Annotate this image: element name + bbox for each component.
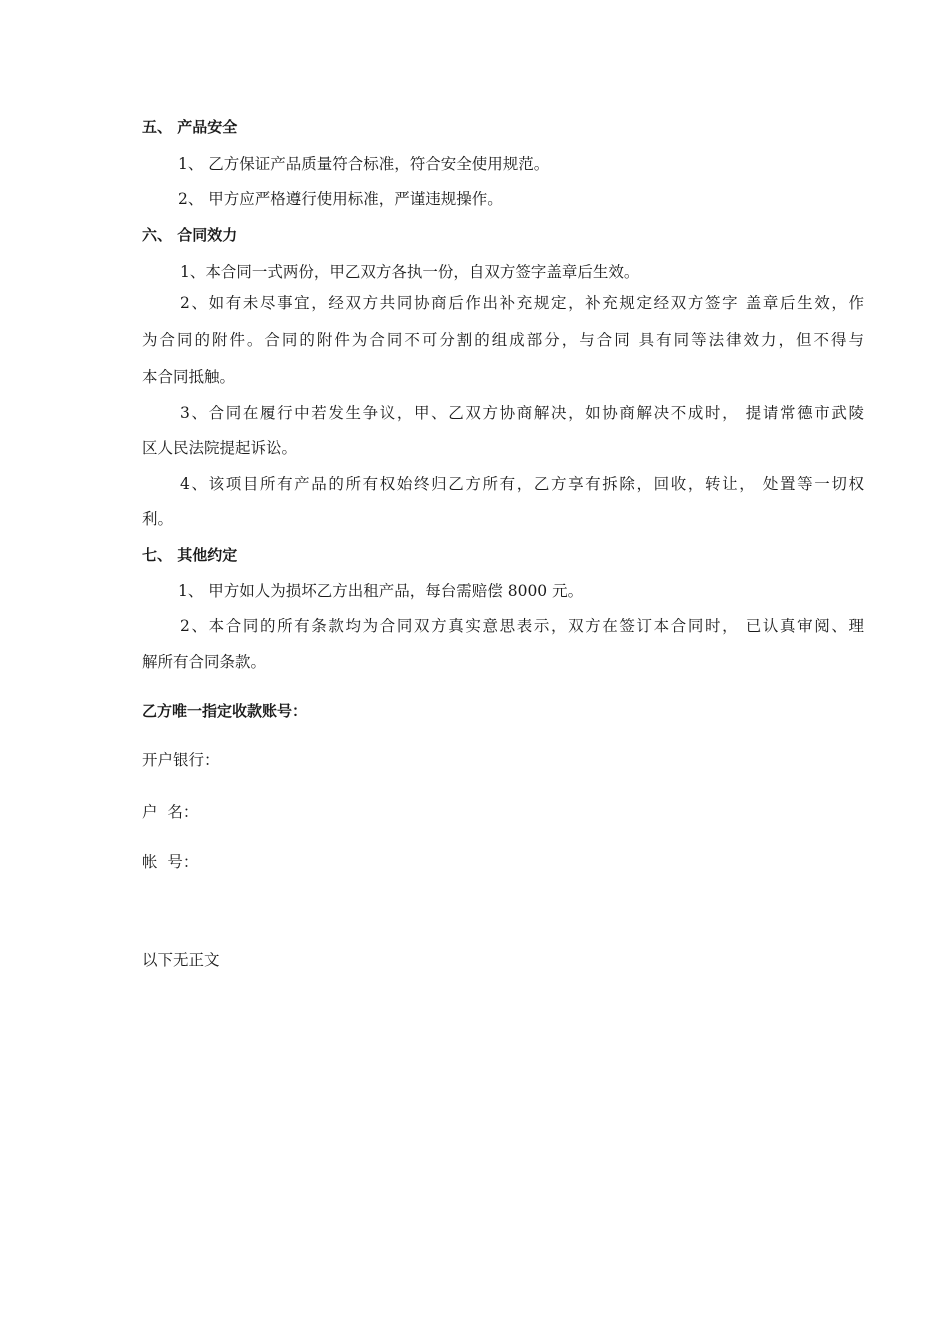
section-6-item-2-line-2: 为合同的附件。合同的附件为合同不可分割的组成部分，与合同 具有同等法律效力，但不得与 (142, 331, 864, 349)
section-6-item-3-line-2: 区人民法院提起诉讼。 (142, 439, 298, 457)
section-5-item-1: 1、 乙方保证产品质量符合标准，符合安全使用规范。 (178, 155, 550, 173)
section-6-item-4-line-2: 利。 (142, 510, 174, 528)
section-5-heading: 五、 产品安全 (142, 118, 238, 136)
section-7-heading: 七、 其他约定 (142, 546, 238, 564)
section-6-item-1: 1、本合同一式两份，甲乙双方各执一份，自双方签字盖章后生效。 (180, 263, 640, 281)
section-7-item-2-line-1: 2、本合同的所有条款均为合同双方真实意思表示，双方在签订本合同时， 已认真审阅、理 (180, 617, 864, 635)
section-6-item-2-line-3: 本合同抵触。 (142, 368, 236, 386)
section-7-item-2-line-2: 解所有合同条款。 (142, 653, 267, 671)
section-7-item-1: 1、 甲方如人为损坏乙方出租产品，每台需赔偿 8000 元。 (178, 582, 584, 600)
end-of-text: 以下无正文 (142, 951, 220, 969)
section-6-item-4-line-1: 4、该项目所有产品的所有权始终归乙方所有，乙方享有拆除，回收，转让， 处置等一切权 (180, 475, 864, 493)
account-heading: 乙方唯一指定收款账号： (142, 702, 308, 720)
account-name-label: 户 名： (142, 803, 199, 821)
account-number-label: 帐 号： (142, 853, 199, 871)
section-6-item-3-line-1: 3、合同在履行中若发生争议，甲、乙双方协商解决，如协商解决不成时， 提请常德市武陵 (180, 404, 864, 422)
bank-label: 开户银行： (142, 751, 220, 769)
section-6-heading: 六、 合同效力 (142, 226, 238, 244)
section-5-item-2: 2、 甲方应严格遵行使用标准，严谨违规操作。 (178, 190, 503, 208)
section-6-item-2-line-1: 2、如有未尽事宜，经双方共同协商后作出补充规定，补充规定经双方签字 盖章后生效，作 (180, 294, 864, 312)
